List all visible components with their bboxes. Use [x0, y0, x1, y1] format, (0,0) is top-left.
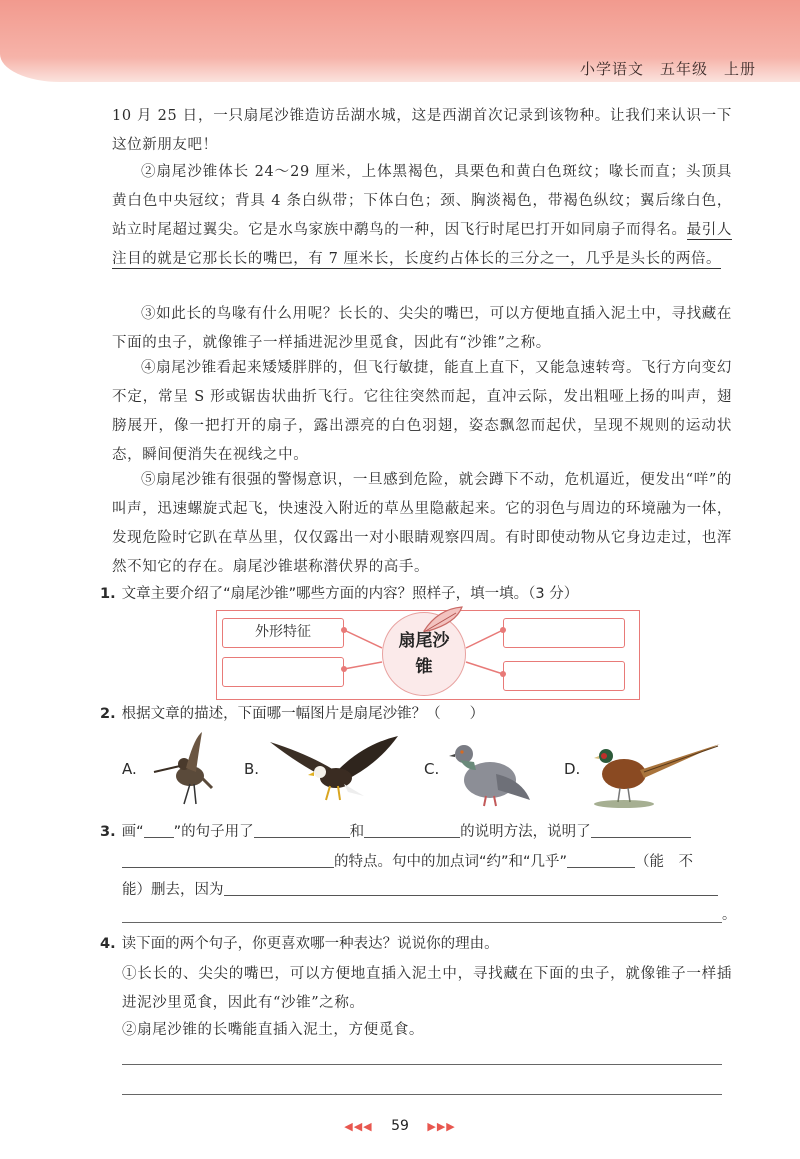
- question-2-text: 根据文章的描述，下面哪一幅图片是扇尾沙锥？（ ）: [121, 706, 485, 722]
- connector-dot: [500, 627, 506, 633]
- question-1-number: 1.: [100, 586, 116, 602]
- q3-part7: 能）删去，因为: [122, 882, 224, 898]
- question-2: [100, 700, 740, 729]
- question-1-text: 文章主要介绍了“扇尾沙锥”哪些方面的内容？照样子，填一填。（3 分）: [121, 586, 579, 602]
- question-3-number: 3.: [100, 824, 116, 840]
- q4-answer-line-1[interactable]: [122, 1064, 722, 1065]
- q3-end-period: 。: [722, 907, 736, 923]
- option-b-label[interactable]: B.: [244, 760, 260, 778]
- snipe-image[interactable]: [150, 728, 214, 810]
- q3-part6: （能 不: [635, 854, 694, 870]
- question-4-text: 读下面的两个句子，你更喜欢哪一种表达？说说你的理由。: [121, 936, 499, 952]
- q4-sentence-1: ①长长的、尖尖的嘴巴，可以方便地直插入泥土中，寻找藏在下面的虫子，就像锥子一样插进泥沙里觅食，因此有“沙锥”之称。: [122, 966, 732, 1011]
- diagram-box-blank-3[interactable]: [503, 661, 625, 691]
- question-4: [100, 930, 740, 959]
- passage-p3: ③如此长的鸟喙有什么用呢？长长的、尖尖的嘴巴，可以方便地直插入泥土中，寻找藏在下面的虫子，就像锥子一样插进泥沙里觅食，因此有“沙锥”之称。: [112, 306, 732, 351]
- eagle-image[interactable]: [268, 734, 400, 806]
- prev-arrows-icon: ◀◀◀: [344, 1120, 373, 1133]
- connector-dot: [500, 671, 506, 677]
- q3-blank-method-1[interactable]: [254, 819, 350, 838]
- next-arrows-icon: ▶▶▶: [427, 1120, 456, 1133]
- diagram-box-blank-2[interactable]: [503, 618, 625, 648]
- option-c-label[interactable]: C.: [424, 760, 440, 778]
- diagram-box-example: 外形特征: [222, 618, 344, 648]
- passage-p2-text: ②扇尾沙锥体长 24～29 厘米，上体黑褐色，具栗色和黄白色斑纹；喙长而直；头顶具黄白色中央冠纹；背具 4 条白纵带；下体白色；颈、胸淡褐色，带褐色纵纹；翼后缘白色，站立时尾超过翼尖。它是水鸟家族中鹬鸟的一种，因飞行时尾巴打开如同扇子而得名。: [112, 164, 732, 238]
- q3-part2: ”的句子用了: [173, 824, 254, 840]
- passage-p5: ⑤扇尾沙锥有很强的警惕意识，一旦感到危险，就会蹲下不动，危机逼近，便发出“咩”的叫声，迅速螺旋式起飞，快速没入附近的草丛里隐蔽起来。它的羽色与周边的环境融为一体，发现危险时它趴在草丛里，仅仅露出一对小眼睛观察四周。有时即使动物从它身边走过，也浑然不知它的存在。扇尾沙锥堪称潜伏界的高手。: [112, 472, 732, 575]
- pigeon-image[interactable]: [446, 734, 532, 808]
- header-title: 小学语文 五年级 上册: [579, 60, 756, 78]
- question-3-line-2: [122, 848, 732, 877]
- page-footer: [0, 1118, 800, 1134]
- q3-blank-can-delete[interactable]: [567, 849, 635, 868]
- q4-answer-line-2[interactable]: [122, 1094, 722, 1095]
- diagram-box-blank-1[interactable]: [222, 657, 344, 687]
- option-a-label[interactable]: A.: [122, 760, 137, 778]
- question-3-line-3: [122, 876, 732, 905]
- question-2-number: 2.: [100, 706, 116, 722]
- connector-dot: [341, 627, 347, 633]
- q3-blank-method-2[interactable]: [364, 819, 460, 838]
- diagram-center-label: 扇尾沙锥: [398, 631, 450, 677]
- passage-p4: ④扇尾沙锥看起来矮矮胖胖的，但飞行敏捷，能直上直下，又能急速转弯。飞行方向变幻不定，常呈 S 形或锯齿状曲折飞行。它往往突然而起，直冲云际，发出粗哑上扬的叫声，翅膀展开，像一把打开的扇子，露出漂亮的白色羽翅，姿态飘忽而起伏，呈现不规则的运动状态，瞬间便消失在视线之中。: [112, 360, 732, 463]
- option-d-label[interactable]: D.: [564, 760, 581, 778]
- q3-answer-line[interactable]: [122, 922, 722, 923]
- passage-p1: 10 月 25 日，一只扇尾沙锥造访岳湖水城，这是西湖首次记录到该物种。让我们来认识一下这位新朋友吧！: [112, 108, 732, 153]
- question-3: [100, 818, 740, 847]
- q3-part5: 的特点。句中的加点词“约”和“几乎”: [334, 854, 568, 870]
- pheasant-image[interactable]: [592, 734, 722, 810]
- q3-blank-feature-a[interactable]: [591, 819, 691, 838]
- connector-dot: [341, 666, 347, 672]
- page-number: 59: [391, 1118, 409, 1134]
- q3-part1: 画“: [121, 824, 144, 840]
- q3-part4: 的说明方法，说明了: [460, 824, 591, 840]
- passage-p2-underlined: 最引人注目的就是它那长长的嘴巴，有 7 厘米长，长度约占体长的三分之一，几乎是头长的两倍。: [112, 222, 733, 267]
- q3-blank-reason[interactable]: [224, 877, 718, 896]
- q3-blank-feature-b[interactable]: [122, 849, 334, 868]
- question-4-number: 4.: [100, 936, 116, 952]
- q3-blank-mark[interactable]: [144, 819, 174, 838]
- q4-sentence-2: ②扇尾沙锥的长嘴能直插入泥土，方便觅食。: [122, 1022, 424, 1038]
- q3-part3: 和: [349, 824, 365, 840]
